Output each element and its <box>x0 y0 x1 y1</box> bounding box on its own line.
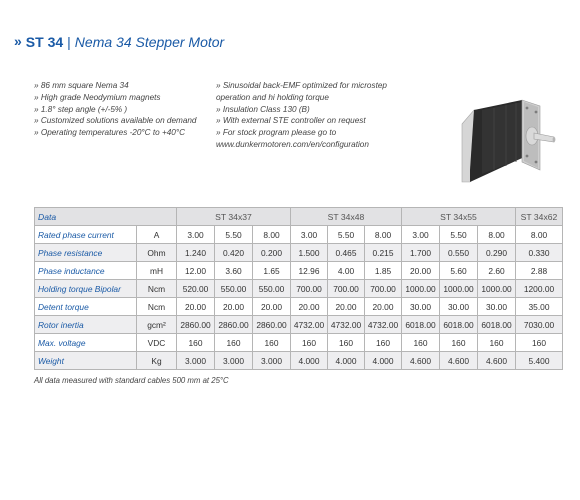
table-cell: 3.000 <box>253 352 291 370</box>
table-cell: 6018.00 <box>440 316 478 334</box>
model-subtitle: Nema 34 Stepper Motor <box>74 34 225 50</box>
page-header <box>14 34 224 50</box>
table-row <box>35 244 563 262</box>
table-cell: 4732.00 <box>365 316 402 334</box>
feature-item: » Sinusoidal back-EMF optimized for microstep <box>216 81 387 90</box>
feature-item: » Operating temperatures -20°C to +40°C <box>34 128 186 138</box>
row-unit: Ohm <box>137 244 177 262</box>
table-cell: 160 <box>365 334 402 352</box>
table-cell: 30.00 <box>440 298 478 316</box>
model-name: ST 34 <box>25 34 64 50</box>
table-cell: 8.00 <box>478 226 516 244</box>
table-cell: 2860.00 <box>253 316 291 334</box>
features-right <box>216 80 416 151</box>
table-cell: 1000.00 <box>478 280 516 298</box>
stepper-motor-image <box>452 96 562 194</box>
table-cell: 0.420 <box>215 244 253 262</box>
table-cell: 0.465 <box>328 244 365 262</box>
table-cell: 5.50 <box>328 226 365 244</box>
table-cell: 20.00 <box>328 298 365 316</box>
chevron-double-right-icon: » <box>14 33 18 49</box>
row-unit: A <box>137 226 177 244</box>
row-unit: Ncm <box>137 280 177 298</box>
table-row <box>35 262 563 280</box>
table-cell: 1200.00 <box>516 280 563 298</box>
group-header: ST 34x37 <box>177 208 291 226</box>
table-cell: 5.60 <box>440 262 478 280</box>
table-cell: 5.50 <box>215 226 253 244</box>
table-cell: 7030.00 <box>516 316 563 334</box>
footnote: All data measured with standard cables 500 mm at 25°C <box>34 376 229 385</box>
table-cell: 3.000 <box>177 352 215 370</box>
table-cell: 4.000 <box>328 352 365 370</box>
table-cell: 4.600 <box>402 352 440 370</box>
table-cell: 3.00 <box>177 226 215 244</box>
table-cell: 1.65 <box>253 262 291 280</box>
table-cell: 160 <box>478 334 516 352</box>
row-label: Holding torque Bipolar <box>35 280 137 298</box>
table-cell: 20.00 <box>402 262 440 280</box>
table-header-label: Data <box>35 208 177 226</box>
table-cell: 0.550 <box>440 244 478 262</box>
table-cell: 550.00 <box>215 280 253 298</box>
table-cell: 1.500 <box>291 244 328 262</box>
row-label: Rated phase current <box>35 226 137 244</box>
group-header: ST 34x48 <box>291 208 402 226</box>
table-cell: 8.00 <box>365 226 402 244</box>
row-unit: Ncm <box>137 298 177 316</box>
table-cell: 2.60 <box>478 262 516 280</box>
table-cell: 20.00 <box>215 298 253 316</box>
spec-table <box>34 207 563 370</box>
feature-item: operation and hi holding torque <box>216 92 329 102</box>
table-cell: 160 <box>253 334 291 352</box>
table-cell: 4732.00 <box>328 316 365 334</box>
table-cell: 1000.00 <box>440 280 478 298</box>
group-header: ST 34x55 <box>402 208 516 226</box>
feature-item: » 86 mm square Nema 34 <box>34 81 129 90</box>
row-label: Rotor inertia <box>35 316 137 334</box>
table-cell: 1.700 <box>402 244 440 262</box>
table-row <box>35 298 563 316</box>
row-label: Weight <box>35 352 137 370</box>
table-cell: 8.00 <box>253 226 291 244</box>
feature-item: » 1.8° step angle (+/-5% ) <box>34 104 128 114</box>
table-cell: 4732.00 <box>291 316 328 334</box>
table-cell: 3.00 <box>402 226 440 244</box>
row-unit: VDC <box>137 334 177 352</box>
table-cell: 20.00 <box>365 298 402 316</box>
row-label: Max. voltage <box>35 334 137 352</box>
table-cell: 35.00 <box>516 298 563 316</box>
table-cell: 550.00 <box>253 280 291 298</box>
table-cell: 20.00 <box>253 298 291 316</box>
table-cell: 30.00 <box>402 298 440 316</box>
table-cell: 700.00 <box>365 280 402 298</box>
feature-item: » High grade Neodymium magnets <box>34 92 161 102</box>
table-cell: 4.000 <box>291 352 328 370</box>
title-separator: | <box>67 34 71 50</box>
table-cell: 160 <box>177 334 215 352</box>
table-row <box>35 334 563 352</box>
row-unit: Kg <box>137 352 177 370</box>
table-cell: 4.000 <box>365 352 402 370</box>
table-cell: 520.00 <box>177 280 215 298</box>
table-cell: 6018.00 <box>402 316 440 334</box>
table-cell: 0.215 <box>365 244 402 262</box>
table-row <box>35 316 563 334</box>
table-cell: 3.00 <box>291 226 328 244</box>
table-cell: 2860.00 <box>177 316 215 334</box>
feature-item: » For stock program please go to <box>216 128 337 138</box>
table-cell: 5.50 <box>440 226 478 244</box>
feature-item: » Customized solutions available on demand <box>34 116 197 126</box>
table-cell: 160 <box>215 334 253 352</box>
feature-link[interactable]: www.dunkermotoren.com/en/configuration <box>216 139 369 149</box>
table-cell: 4.00 <box>328 262 365 280</box>
table-cell: 2860.00 <box>215 316 253 334</box>
table-row <box>35 280 563 298</box>
table-row <box>35 352 563 370</box>
row-label: Phase resistance <box>35 244 137 262</box>
table-row <box>35 226 563 244</box>
table-cell: 2.88 <box>516 262 563 280</box>
table-cell: 160 <box>440 334 478 352</box>
table-cell: 160 <box>291 334 328 352</box>
table-cell: 0.200 <box>253 244 291 262</box>
table-cell: 8.00 <box>516 226 563 244</box>
group-header: ST 34x62 <box>516 208 563 226</box>
feature-item: » With external STE controller on request <box>216 116 366 126</box>
table-cell: 1.85 <box>365 262 402 280</box>
table-cell: 12.96 <box>291 262 328 280</box>
table-cell: 160 <box>516 334 563 352</box>
table-cell: 4.600 <box>478 352 516 370</box>
table-cell: 0.330 <box>516 244 563 262</box>
table-cell: 0.290 <box>478 244 516 262</box>
table-cell: 5.400 <box>516 352 563 370</box>
table-header-row <box>35 208 563 226</box>
row-label: Detent torque <box>35 298 137 316</box>
table-cell: 6018.00 <box>478 316 516 334</box>
table-cell: 30.00 <box>478 298 516 316</box>
table-cell: 1000.00 <box>402 280 440 298</box>
table-cell: 160 <box>402 334 440 352</box>
table-cell: 1.240 <box>177 244 215 262</box>
table-cell: 12.00 <box>177 262 215 280</box>
features-left <box>34 80 214 139</box>
table-cell: 700.00 <box>291 280 328 298</box>
table-cell: 20.00 <box>291 298 328 316</box>
table-cell: 3.000 <box>215 352 253 370</box>
table-cell: 20.00 <box>177 298 215 316</box>
row-unit: mH <box>137 262 177 280</box>
table-cell: 4.600 <box>440 352 478 370</box>
table-cell: 160 <box>328 334 365 352</box>
feature-item: » Insulation Class 130 (B) <box>216 104 310 114</box>
row-label: Phase inductance <box>35 262 137 280</box>
row-unit: gcm² <box>137 316 177 334</box>
table-cell: 3.60 <box>215 262 253 280</box>
table-cell: 700.00 <box>328 280 365 298</box>
